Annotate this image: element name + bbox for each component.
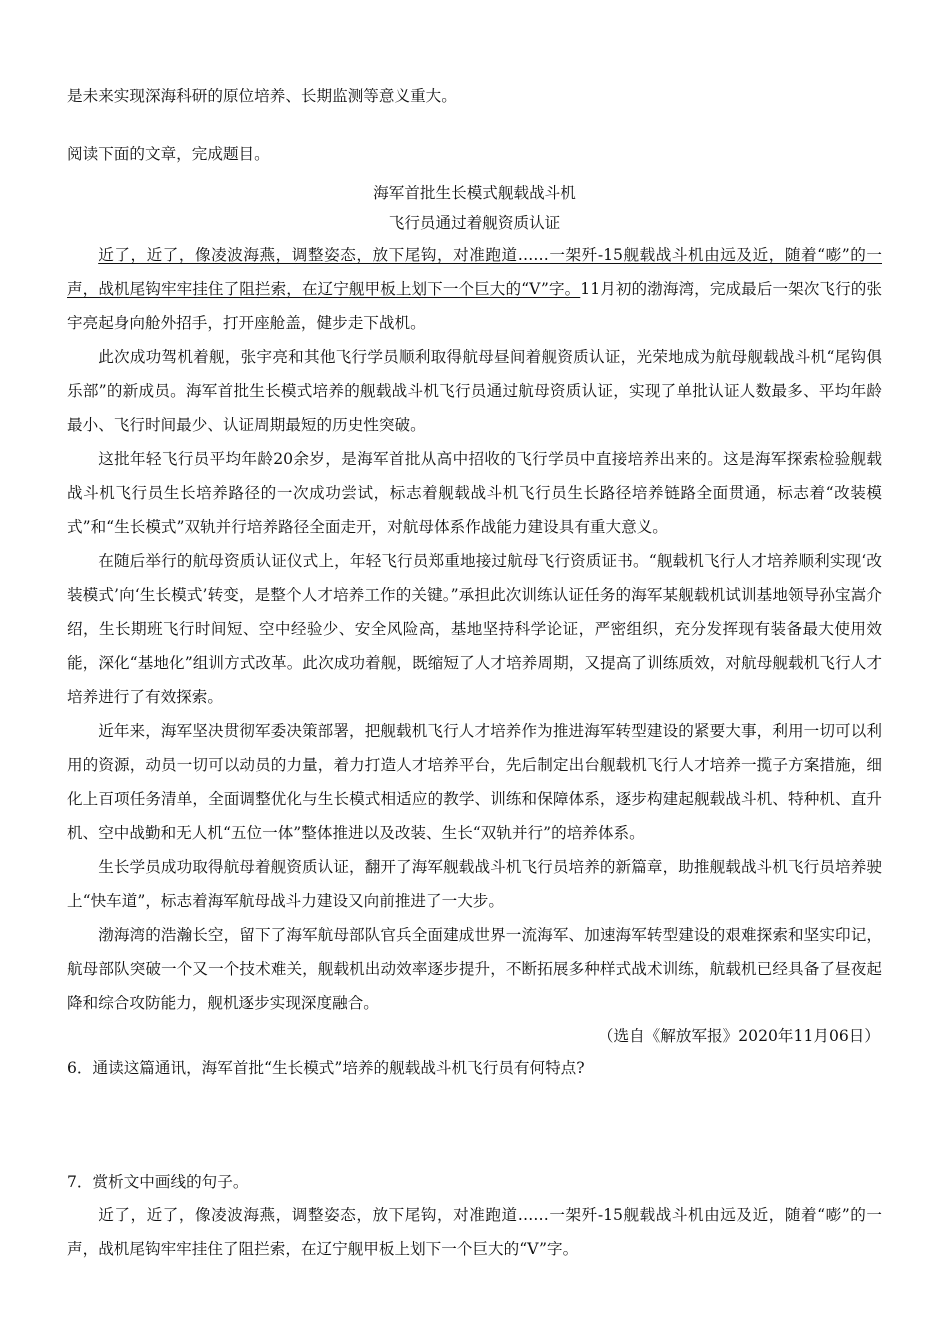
article-paragraph-5: 近年来，海军坚决贯彻军委决策部署，把舰载机飞行人才培养作为推进海军转型建设的紧要大事，利用一切可以利用的资源，动员一切可以动员的力量，着力打造人才培养平台，先后制定出台舰载机飞行人才培养一揽子方案措施，细化上百项任务清单，全面调整优化与生长模式相适应的教学、训练和保障体系，逐步构建起舰载战斗机、特种机、直升机、空中战勤和无人机“五位一体”整体推进以及改装、生长“双轨并行”的培养体系。 xyxy=(67,722,882,842)
article-paragraph-3: 这批年轻飞行员平均年龄20余岁，是海军首批从高中招收的飞行学员中直接培养出来的。这是海军探索检验舰载战斗机飞行员生长培养路径的一次成功尝试，标志着舰载战斗机飞行员生长路径培养链路全面贯通，标志着“改装模式”和“生长模式”双轨并行培养路径全面走开，对航母体系作战能力建设具有重大意义。 xyxy=(67,450,882,536)
reading-instruction: 阅读下面的文章，完成题目。 xyxy=(67,145,270,163)
article-paragraph-1 xyxy=(67,238,882,340)
underlined-sentence: 近了，近了，像凌波海燕，调整姿态，放下尾钩，对准跑道……一架歼-15舰载战斗机由远及近，随着“嘭”的一声，战机尾钩牢牢挂住了阻拦索，在辽宁舰甲板上划下一个巨大的“V”字。 xyxy=(67,246,882,298)
question-7: 7．赏析文中画线的句子。 xyxy=(67,1173,249,1191)
article-paragraph-2: 此次成功驾机着舰，张宇亮和其他飞行学员顺利取得航母昼间着舰资质认证，光荣地成为航母舰载战斗机“尾钩俱乐部”的新成员。海军首批生长模式培养的舰载战斗机飞行员通过航母资质认证，实现了单批认证人数最多、平均年龄最小、飞行时间最少、认证周期最短的历史性突破。 xyxy=(67,348,882,434)
article-paragraph-6: 生长学员成功取得航母着舰资质认证，翻开了海军舰载战斗机飞行员培养的新篇章，助推舰载战斗机飞行员培养驶上“快车道”，标志着海军航母战斗力建设又向前推进了一大步。 xyxy=(67,858,882,910)
paragraph-1-rest: 11月初的渤海湾，完成最后一架次飞行的张宇亮起身向舱外招手，打开座舱盖，健步走下战机。 xyxy=(67,280,883,332)
question-6: 6．通读这篇通讯，海军首批“生长模式”培养的舰载战斗机飞行员有何特点? xyxy=(67,1059,585,1077)
question-7-quote: 近了，近了，像凌波海燕，调整姿态，放下尾钩，对准跑道……一架歼-15舰载战斗机由远及近，随着“嘭”的一声，战机尾钩牢牢挂住了阻拦索，在辽宁舰甲板上划下一个巨大的“V”字。 xyxy=(67,1206,882,1258)
article-title-line-1: 海军首批生长模式舰载战斗机 xyxy=(373,184,576,202)
article-paragraph-7: 渤海湾的浩瀚长空，留下了海军航母部队官兵全面建成世界一流海军、加速海军转型建设的艰难探索和坚实印记，航母部队突破一个又一个技术难关，舰载机出动效率逐步提升，不断拓展多种样式战术训练，航载机已经具备了昼夜起降和综合攻防能力，舰机逐步实现深度融合。 xyxy=(67,926,882,1012)
article-title-line-2: 飞行员通过着舰资质认证 xyxy=(388,214,561,232)
document-page xyxy=(67,86,882,1266)
article-source: （选自《解放军报》2020年11月06日） xyxy=(597,1027,880,1045)
article-paragraph-4: 在随后举行的航母资质认证仪式上，年轻飞行员郑重地接过航母飞行资质证书。“舰载机飞行人才培养顺利实现‘改装模式’向‘生长模式’转变，是整个人才培养工作的关键。”承担此次训练认证任务的海军某舰载机试训基地领导孙宝嵩介绍，生长期班飞行时间短、空中经验少、安全风险高，基地坚持科学论证，严密组织，充分发挥现有装备最大使用效能，深化“基地化”组训方式改革。此次成功着舰，既缩短了人才培养周期，又提高了训练质效，对航母舰载机飞行人才培养进行了有效探索。 xyxy=(67,552,882,706)
intro-tail-text: 是未来实现深海科研的原位培养、长期监测等意义重大。 xyxy=(67,87,457,105)
